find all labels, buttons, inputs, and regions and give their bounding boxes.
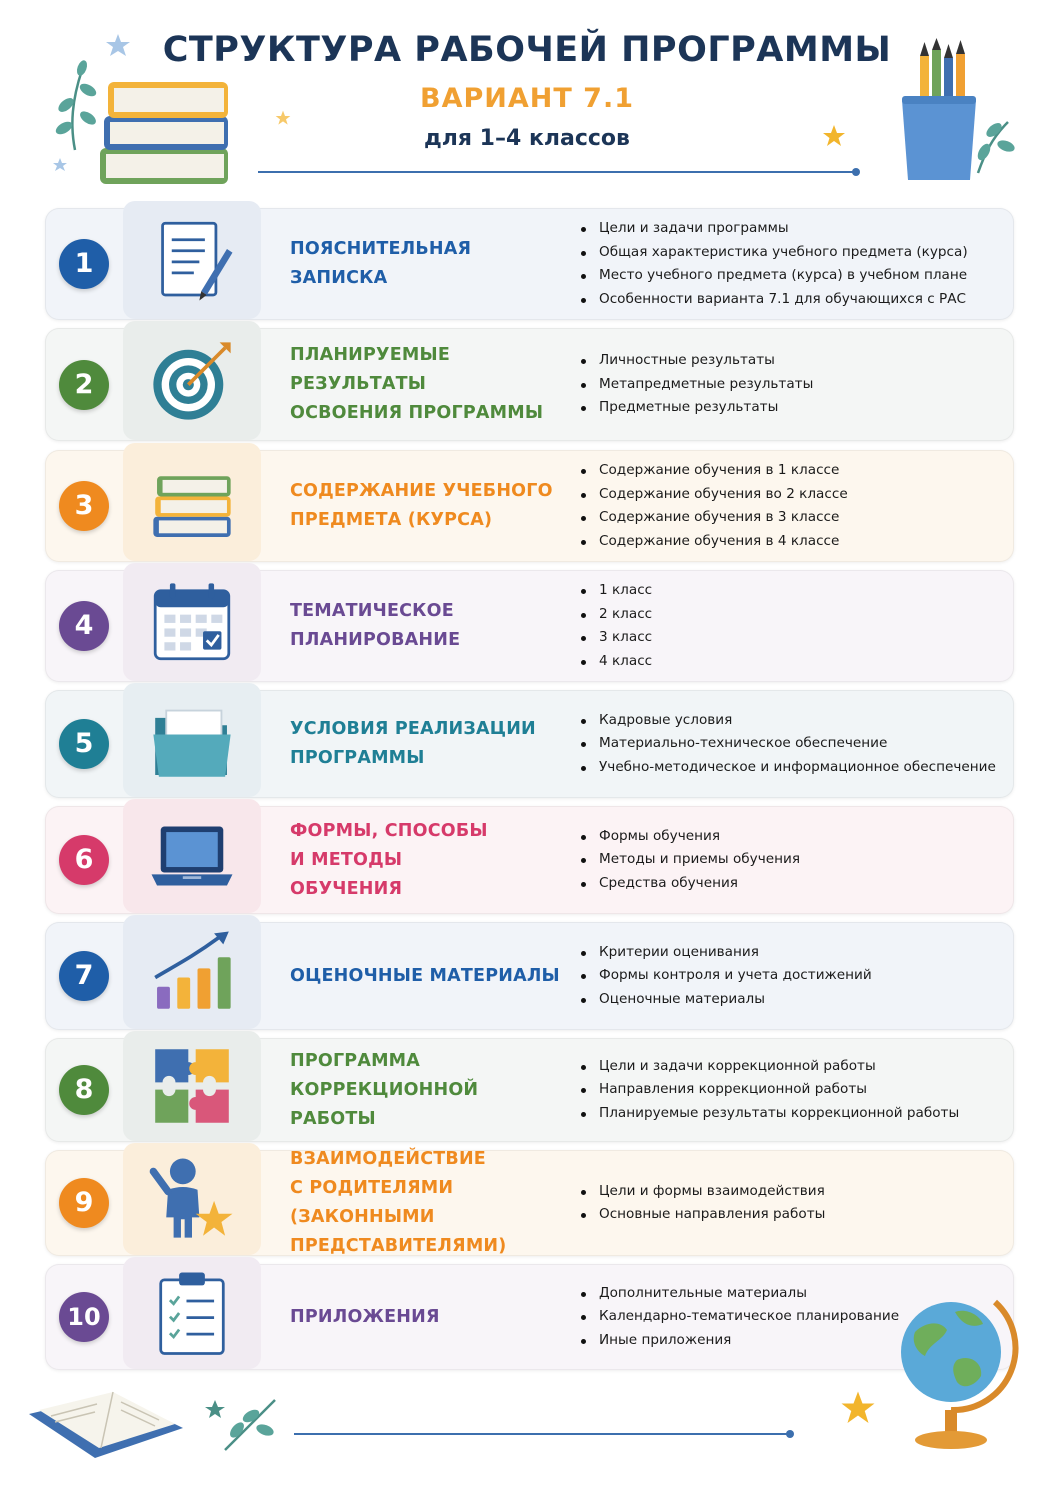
- section-item: Предметные результаты: [577, 396, 1007, 420]
- section-item: Содержание обучения во 2 классе: [577, 483, 1007, 507]
- section-items: [577, 923, 1007, 1029]
- section-item: Метапредметные результаты: [577, 373, 1007, 397]
- section-items: [577, 1039, 1007, 1141]
- section-number: 10: [59, 1292, 109, 1342]
- section-item: Особенности варианта 7.1 для обучающихся с РАС: [577, 288, 1007, 312]
- section-item: Иные приложения: [577, 1329, 1007, 1353]
- section-heading: [290, 329, 565, 440]
- section-item: Планируемые результаты коррекционной работы: [577, 1102, 1007, 1126]
- section-items: [577, 209, 1007, 319]
- page-title: СТРУКТУРА РАБОЧЕЙ ПРОГРАММЫ: [162, 30, 892, 70]
- section-heading-line: С РОДИТЕЛЯМИ (ЗАКОННЫМИ: [290, 1178, 454, 1227]
- section-item: Общая характеристика учебного предмета (курса): [577, 241, 1007, 265]
- section-number: 8: [59, 1065, 109, 1115]
- section-heading: [290, 571, 565, 681]
- section-heading-line: ОСВОЕНИЯ ПРОГРАММЫ: [290, 403, 544, 423]
- section-number: 4: [59, 601, 109, 651]
- grades-caption: для 1–4 классов: [424, 126, 630, 151]
- calendar-icon: [123, 563, 261, 681]
- open-book-illustration: [25, 1380, 285, 1465]
- section-card: [45, 208, 1014, 320]
- header-divider: [258, 171, 854, 173]
- section-item: Содержание обучения в 3 классе: [577, 506, 1007, 530]
- section-card: [45, 1038, 1014, 1142]
- books-stack-icon: [123, 443, 261, 561]
- section-card: [45, 328, 1014, 441]
- section-item: Средства обучения: [577, 872, 1007, 896]
- section-items: [577, 451, 1007, 561]
- section-heading-line: И МЕТОДЫ: [290, 849, 403, 870]
- section-item: Цели и задачи программы: [577, 217, 1007, 241]
- document-pen-icon: [123, 201, 261, 319]
- section-heading-line: ОЦЕНОЧНЫЕ МАТЕРИАЛЫ: [290, 965, 560, 986]
- section-item: Направления коррекционной работы: [577, 1078, 1007, 1102]
- footer-divider-dot: [786, 1430, 794, 1438]
- child-star-icon: [123, 1143, 261, 1255]
- section-items: [577, 329, 1007, 440]
- section-heading: [290, 923, 565, 1029]
- footer-divider: [294, 1433, 788, 1435]
- section-heading-line: ПОЯСНИТЕЛЬНАЯ ЗАПИСКА: [290, 239, 472, 288]
- section-heading-line: ПЛАНИРУЕМЫЕ: [290, 345, 450, 365]
- section-number: 7: [59, 951, 109, 1001]
- section-heading-line: ПРОГРАММЫ: [290, 748, 425, 768]
- section-item: Формы обучения: [577, 825, 1007, 849]
- section-heading-line: ФОРМЫ, СПОСОБЫ: [290, 820, 488, 841]
- section-heading-line: ОБУЧЕНИЯ: [290, 878, 403, 899]
- section-item: Содержание обучения в 1 классе: [577, 459, 1007, 483]
- section-heading-line: УСЛОВИЯ РЕАЛИЗАЦИИ: [290, 719, 536, 739]
- growth-chart-icon: [123, 915, 261, 1029]
- folder-icon: [123, 683, 261, 797]
- section-item: Цели и формы взаимодействия: [577, 1180, 1007, 1204]
- laptop-icon: [123, 799, 261, 913]
- star-icon: [840, 1390, 876, 1426]
- section-item: Календарно-тематическое планирование: [577, 1305, 1007, 1329]
- section-heading-line: ПРЕДСТАВИТЕЛЯМИ): [290, 1236, 507, 1256]
- section-heading: [290, 209, 565, 319]
- variant-subtitle: ВАРИАНТ 7.1: [419, 83, 634, 114]
- section-heading: [290, 691, 565, 797]
- section-heading: [290, 1151, 565, 1255]
- puzzle-icon: [123, 1031, 261, 1141]
- section-item: Оценочные материалы: [577, 988, 1007, 1012]
- leaf-branch-icon: [225, 1400, 275, 1450]
- section-number: 3: [59, 481, 109, 531]
- books-stack-illustration: [30, 30, 250, 195]
- section-number: 5: [59, 719, 109, 769]
- section-item: Методы и приемы обучения: [577, 848, 1007, 872]
- section-heading-line: ВЗАИМОДЕЙСТВИЕ: [290, 1149, 486, 1169]
- section-item: 1 класс: [577, 579, 1007, 603]
- section-item: Формы контроля и учета достижений: [577, 964, 1007, 988]
- clipboard-checklist-icon: [123, 1257, 261, 1369]
- leaf-branch-icon: [975, 120, 1016, 173]
- section-card: [45, 922, 1014, 1030]
- section-item: 4 класс: [577, 650, 1007, 674]
- section-heading: [290, 451, 565, 561]
- section-card: [45, 570, 1014, 682]
- section-number: 6: [59, 835, 109, 885]
- section-item: Место учебного предмета (курса) в учебном плане: [577, 264, 1007, 288]
- section-heading-line: ПРЕДМЕТА (КУРСА): [290, 510, 493, 530]
- section-items: [577, 691, 1007, 797]
- section-item: 3 класс: [577, 626, 1007, 650]
- section-item: Кадровые условия: [577, 709, 1007, 733]
- section-heading: [290, 807, 565, 913]
- section-item: 2 класс: [577, 603, 1007, 627]
- section-heading-line: ТЕМАТИЧЕСКОЕ: [290, 601, 454, 621]
- section-heading-line: ПРИЛОЖЕНИЯ: [290, 1306, 440, 1327]
- section-items: [577, 571, 1007, 681]
- target-arrow-icon: [123, 321, 261, 440]
- section-item: Учебно-методическое и информационное обеспечение: [577, 756, 1007, 780]
- section-card: [45, 806, 1014, 914]
- globe-illustration: [885, 1282, 1025, 1457]
- star-icon: [275, 110, 291, 126]
- section-number: 9: [59, 1178, 109, 1228]
- section-item: Дополнительные материалы: [577, 1282, 1007, 1306]
- section-number: 1: [59, 239, 109, 289]
- section-card: [45, 450, 1014, 562]
- header-divider-dot: [852, 168, 860, 176]
- section-heading-line: РЕЗУЛЬТАТЫ: [290, 374, 427, 394]
- star-icon: [822, 124, 846, 148]
- section-item: Основные направления работы: [577, 1203, 1007, 1227]
- section-number: 2: [59, 360, 109, 410]
- section-card: [45, 1264, 1014, 1370]
- section-item: Личностные результаты: [577, 349, 1007, 373]
- section-card: [45, 1150, 1014, 1256]
- section-item: Цели и задачи коррекционной работы: [577, 1055, 1007, 1079]
- section-heading-line: ПЛАНИРОВАНИЕ: [290, 630, 461, 650]
- section-item: Материально-техническое обеспечение: [577, 732, 1007, 756]
- star-icon: [106, 34, 130, 56]
- section-item: Содержание обучения в 4 классе: [577, 530, 1007, 554]
- section-item: Критерии оценивания: [577, 941, 1007, 965]
- section-heading-line: ПРОГРАММА КОРРЕКЦИОННОЙ: [290, 1050, 479, 1100]
- section-items: [577, 1151, 1007, 1255]
- section-items: [577, 807, 1007, 913]
- section-card: [45, 690, 1014, 798]
- leaf-branch-icon: [54, 59, 99, 150]
- pencil-cup-illustration: [880, 38, 1030, 188]
- section-heading: [290, 1265, 565, 1369]
- section-heading: [290, 1039, 565, 1141]
- section-heading-line: РАБОТЫ: [290, 1108, 376, 1129]
- section-heading-line: СОДЕРЖАНИЕ УЧЕБНОГО: [290, 481, 553, 501]
